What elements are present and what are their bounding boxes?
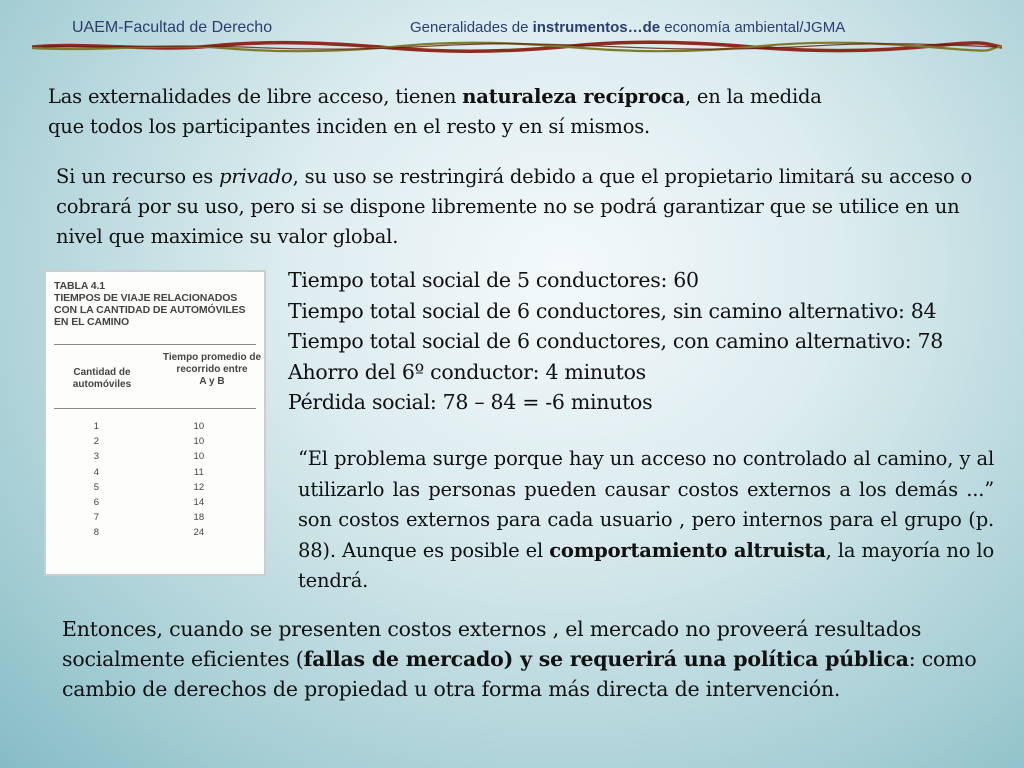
- quote-paragraph: [298, 444, 994, 597]
- paragraph-private-resource: [56, 162, 996, 252]
- table-header-cars-line-2: automóviles: [72, 379, 132, 390]
- table-row: [54, 419, 259, 434]
- header-right-title: [410, 19, 845, 36]
- table-header-time: [158, 352, 266, 388]
- list-item: Tiempo total social de 5 conductores: 60: [288, 268, 699, 292]
- table-header-cars: [62, 367, 142, 391]
- p1-text-c: , en la medida que todos los participantes inciden en el resto y en sí mismos.: [48, 85, 822, 138]
- p3-text-c: : como cambio de derechos de propiedad u otra forma más directa de intervención.: [62, 647, 977, 701]
- social-time-list: [288, 265, 943, 418]
- table-cell-time: 10: [193, 436, 205, 448]
- table-title-line-3: CON LA CANTIDAD DE AUTOMÓVILES: [54, 304, 246, 316]
- table-header-time-line-2: recorrido entre: [176, 364, 248, 375]
- table-header-time-line-1: Tiempo promedio de: [162, 352, 262, 363]
- table-cell-time: 18: [193, 512, 205, 524]
- table-row: [54, 434, 259, 449]
- table-row: [54, 465, 259, 480]
- paragraph-conclusion: [62, 614, 1002, 704]
- list-item: Tiempo total social de 6 conductores, sin camino alternativo: 84: [288, 298, 937, 323]
- p2-italic: privado: [219, 165, 293, 188]
- quote-text-c: , la mayoría no lo tendrá.: [298, 538, 994, 592]
- p1-text-a: Las externalidades de libre acceso, tienen: [48, 85, 463, 108]
- table-cell-cars: 3: [93, 451, 99, 463]
- p3-text-a: Entonces, cuando se presenten costos externos , el mercado no proveerá resultados socialmente eficientes (: [62, 617, 922, 671]
- p2-text-a: Si un recurso es: [56, 165, 220, 188]
- table-cell-cars: 1: [93, 421, 99, 432]
- table-cell-time: 11: [193, 466, 204, 478]
- table-cell-cars: 8: [93, 527, 99, 539]
- p1-bold: naturaleza recíproca: [462, 85, 685, 108]
- table-cell-cars: 2: [93, 436, 99, 448]
- paragraph-open-access: [48, 82, 848, 142]
- table-cell-time: 10: [193, 421, 205, 432]
- table-rule-top: [54, 344, 256, 345]
- table-cell-time: 24: [193, 527, 205, 539]
- table-cell-time: 14: [193, 497, 205, 509]
- header-right-pre: Generalidades de: [410, 19, 533, 36]
- table-row: [54, 480, 259, 495]
- list-item: Pérdida social: 78 – 84 = -6 minutos: [288, 390, 653, 414]
- quote-bold: comportamiento altruista: [549, 538, 826, 562]
- table-cell-time: 12: [193, 481, 205, 493]
- table-row: [54, 449, 259, 464]
- header-right-post: economía ambiental/JGMA: [660, 19, 846, 36]
- list-item: Tiempo total social de 6 conductores, con camino alternativo: 78: [288, 329, 944, 353]
- header-left-title: UAEM-Facultad de Derecho: [72, 19, 273, 36]
- p3-bold: fallas de mercado) y se requerirá una política pública: [303, 647, 909, 671]
- table-rule-header: [54, 408, 256, 409]
- table-cell-cars: 4: [93, 466, 99, 478]
- table-cell-cars: 6: [93, 497, 99, 509]
- table-row: [54, 495, 259, 510]
- table-cell-cars: 5: [93, 481, 99, 493]
- quote-text-a: “El problema surge porque hay un acceso no controlado al camino, y al utilizarlo las personas pueden causar costos externos a los demás ...” son costos externos para cada usuario , pero internos para el grupo (p. 88). Aunque es posible el: [298, 447, 994, 562]
- table-body: [54, 419, 259, 541]
- travel-time-table-image: [44, 270, 266, 576]
- table-header-cars-line-1: Cantidad de: [73, 367, 131, 378]
- table-cell-time: 10: [193, 451, 205, 463]
- list-item: Ahorro del 6º conductor: 4 minutos: [288, 359, 646, 384]
- table-row: [54, 525, 259, 540]
- table-cell-cars: 7: [93, 512, 99, 524]
- table-title-line-1: TABLA 4.1: [54, 280, 106, 292]
- table-title-line-4: EN EL CAMINO: [54, 316, 130, 328]
- p2-text-c: , su uso se restringirá debido a que el propietario limitará su acceso o cobrará por su uso, pero si se dispone libremente no se podrá garantizar que se utilice en un nivel que maximice su valor global.: [56, 165, 973, 248]
- table-title: [54, 280, 259, 328]
- table-row: [54, 510, 259, 525]
- table-header-time-line-3: A y B: [199, 376, 225, 387]
- decorative-rope-divider: [32, 40, 1002, 54]
- table-title-line-2: TIEMPOS DE VIAJE RELACIONADOS: [54, 292, 238, 304]
- header-right-bold: instrumentos…de: [532, 19, 661, 36]
